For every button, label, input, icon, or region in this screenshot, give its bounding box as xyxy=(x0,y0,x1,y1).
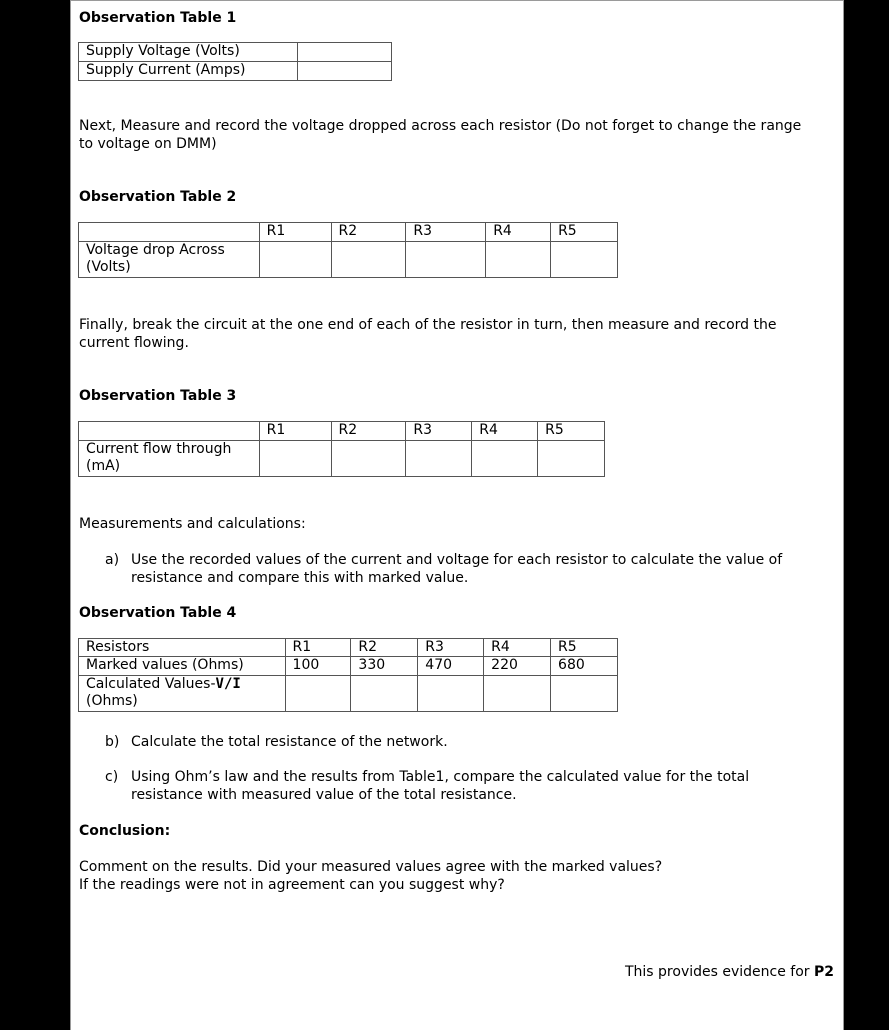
table4-header-label: Resistors xyxy=(79,639,286,657)
table3-cell[interactable] xyxy=(406,441,472,477)
observation-table-1 xyxy=(78,42,392,81)
table4-header: R1 xyxy=(285,639,351,657)
table4-header: R4 xyxy=(484,639,551,657)
table1-value-cell[interactable] xyxy=(298,62,392,81)
table1-label: Supply Current (Amps) xyxy=(79,62,298,81)
observation-table-3 xyxy=(78,421,605,477)
table4-cell[interactable] xyxy=(418,676,484,712)
evidence-code: P2 xyxy=(813,964,834,980)
item-b-text: Calculate the total resistance of the network. xyxy=(131,734,448,750)
table4-marked-value: 220 xyxy=(484,657,551,676)
table2-header: R2 xyxy=(331,223,406,242)
table3-row-label: Current flow through (mA) xyxy=(79,441,260,477)
table4-header: R5 xyxy=(551,639,618,657)
table2-header: R4 xyxy=(486,223,551,242)
table4-cell[interactable] xyxy=(484,676,551,712)
table4-cell[interactable] xyxy=(551,676,618,712)
table2-cell[interactable] xyxy=(486,242,551,278)
table4-calculated-row xyxy=(79,676,618,712)
conclusion-line-2: If the readings were not in agreement can you suggest why? xyxy=(79,877,505,893)
table2-header: R5 xyxy=(551,223,618,242)
table4-marked-value: 100 xyxy=(285,657,351,676)
conclusion-heading: Conclusion: xyxy=(79,823,171,839)
table2-title: Observation Table 2 xyxy=(79,189,237,205)
table2-header-row xyxy=(79,223,618,242)
table4-cell[interactable] xyxy=(351,676,418,712)
table2-cell[interactable] xyxy=(259,242,331,278)
table2-row-label: Voltage drop Across (Volts) xyxy=(79,242,260,278)
table2-header: R1 xyxy=(259,223,331,242)
table3-cell[interactable] xyxy=(259,441,331,477)
table2-data-row xyxy=(79,242,618,278)
voltage-instructions: Next, Measure and record the voltage dropped across each resistor (Do not forget to change the range to voltage on DMM) xyxy=(79,118,802,152)
table2-header: R3 xyxy=(406,223,486,242)
table1-row xyxy=(79,43,392,62)
table4-header: R3 xyxy=(418,639,484,657)
table2-corner xyxy=(79,223,260,242)
table3-header-row xyxy=(79,422,605,441)
table3-header: R4 xyxy=(472,422,538,441)
table4-marked-value: 680 xyxy=(551,657,618,676)
table4-header: R2 xyxy=(351,639,418,657)
table3-header: R2 xyxy=(331,422,406,441)
calc-label-formula: V/I xyxy=(215,676,241,692)
item-a-marker: a) xyxy=(105,552,120,568)
table3-cell[interactable] xyxy=(331,441,406,477)
item-c-text: Using Ohm’s law and the results from Table1, compare the calculated value for the total resistance with measured value of the total resistance. xyxy=(131,769,750,803)
measurements-heading: Measurements and calculations: xyxy=(79,516,306,532)
observation-table-4 xyxy=(78,638,618,712)
table3-cell[interactable] xyxy=(538,441,605,477)
table4-header-row xyxy=(79,639,618,657)
calc-label-unit: (Ohms) xyxy=(86,693,138,709)
item-a-text: Use the recorded values of the current and voltage for each resistor to calculate the value of resistance and compare this with marked value. xyxy=(131,552,783,586)
table3-header: R3 xyxy=(406,422,472,441)
table2-cell[interactable] xyxy=(406,242,486,278)
document-page xyxy=(70,0,844,1030)
evidence-prefix: This provides evidence for xyxy=(624,964,814,980)
table3-header: R1 xyxy=(259,422,331,441)
table2-cell[interactable] xyxy=(331,242,406,278)
table4-calculated-label xyxy=(79,676,286,712)
table1-row xyxy=(79,62,392,81)
current-instructions: Finally, break the circuit at the one end of each of the resistor in turn, then measure and record the current flowing. xyxy=(79,317,777,351)
table4-title: Observation Table 4 xyxy=(79,605,237,621)
evidence-note xyxy=(625,963,834,981)
table1-title: Observation Table 1 xyxy=(79,10,237,26)
item-c-marker: c) xyxy=(105,769,119,785)
table4-marked-value: 470 xyxy=(418,657,484,676)
calc-label-prefix: Calculated Values- xyxy=(86,676,216,692)
table3-cell[interactable] xyxy=(472,441,538,477)
table3-header: R5 xyxy=(538,422,605,441)
observation-table-2 xyxy=(78,222,618,278)
item-b-marker: b) xyxy=(105,734,120,750)
table3-corner xyxy=(79,422,260,441)
table2-cell[interactable] xyxy=(551,242,618,278)
table4-marked-row xyxy=(79,657,618,676)
table3-data-row xyxy=(79,441,605,477)
table3-title: Observation Table 3 xyxy=(79,388,237,404)
conclusion-line-1: Comment on the results. Did your measured values agree with the marked values? xyxy=(79,859,663,875)
table4-cell[interactable] xyxy=(285,676,351,712)
table4-marked-value: 330 xyxy=(351,657,418,676)
table1-value-cell[interactable] xyxy=(298,43,392,62)
table4-marked-label: Marked values (Ohms) xyxy=(79,657,286,676)
table1-label: Supply Voltage (Volts) xyxy=(79,43,298,62)
